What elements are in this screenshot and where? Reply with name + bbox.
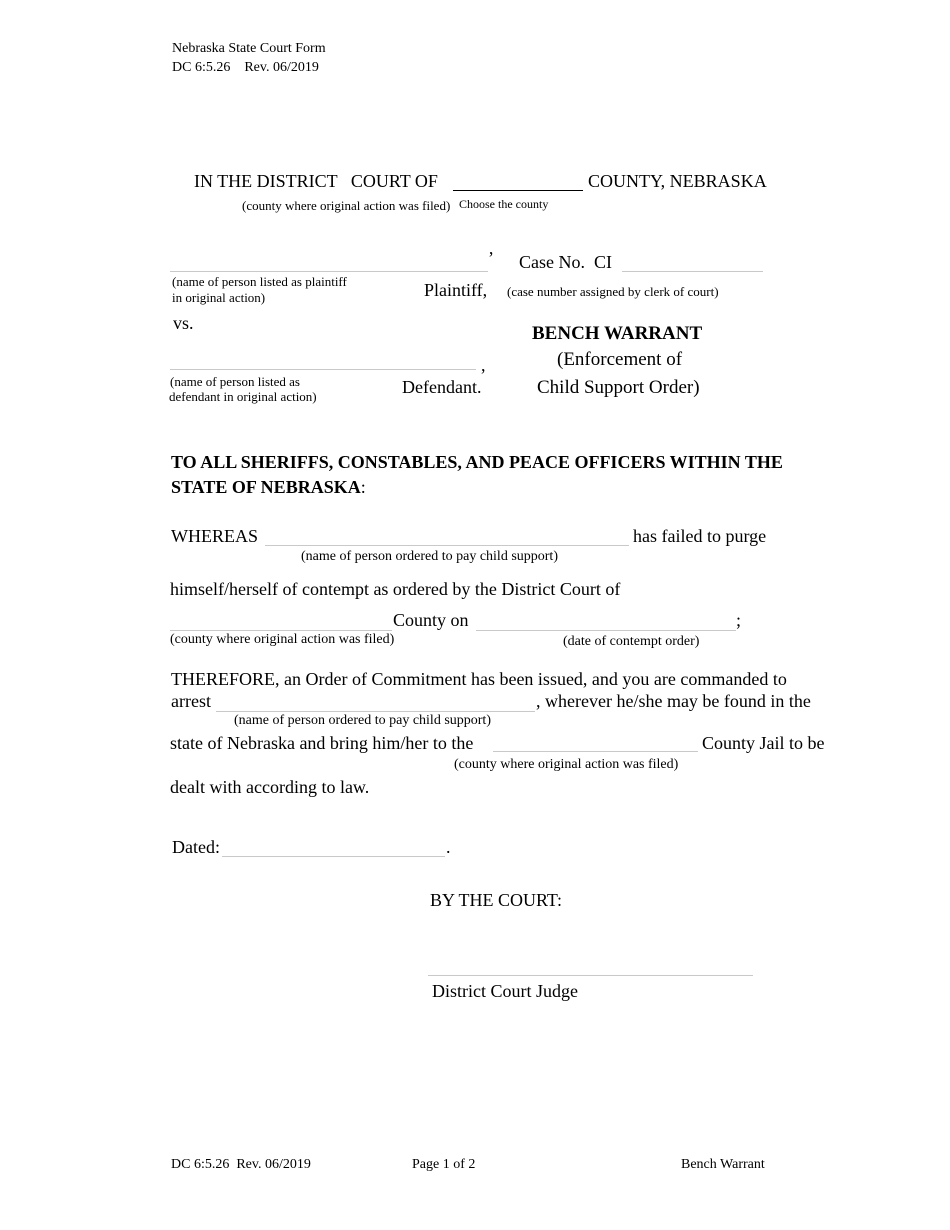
payer-hint: (name of person ordered to pay child support)	[301, 549, 558, 564]
state-line: state of Nebraska and bring him/her to the	[170, 733, 474, 753]
wherever-text: , wherever he/she may be found in the	[536, 691, 811, 711]
plaintiff-hint-line1: (name of person listed as plaintiff	[172, 274, 347, 289]
case-number-field[interactable]	[622, 257, 763, 272]
contempt-date-field[interactable]	[476, 616, 736, 631]
arrest-label: arrest	[171, 691, 211, 711]
by-the-court-label: BY THE COURT:	[430, 890, 563, 910]
contempt-date-hint: (date of contempt order)	[563, 634, 700, 649]
plaintiff-name-field[interactable]	[170, 257, 488, 272]
address-line1: TO ALL SHERIFFS, CONSTABLES, AND PEACE OFFICERS WITHIN THE	[171, 452, 783, 472]
plaintiff-label: Plaintiff,	[424, 280, 488, 300]
therefore-line: THEREFORE, an Order of Commitment has been issued, and you are commanded to	[171, 669, 787, 689]
address-line2-text: STATE OF NEBRASKA	[171, 477, 361, 497]
contempt-county-field[interactable]	[170, 616, 392, 631]
footer-doc-title: Bench Warrant	[681, 1157, 765, 1172]
plaintiff-hint-line2: in original action)	[172, 290, 266, 305]
county-on-text: County on	[393, 610, 469, 630]
case-no-hint: (case number assigned by clerk of court)	[507, 284, 719, 299]
footer-form-number: DC 6:5.26 Rev. 06/2019	[171, 1157, 311, 1172]
county-hint: (county where original action was filed)	[242, 198, 451, 213]
document-subtitle-line2: Child Support Order)	[537, 377, 700, 398]
address-colon: :	[360, 477, 366, 497]
address-line2	[171, 477, 366, 498]
header-form-number: DC 6:5.26 Rev. 06/2019	[172, 60, 319, 75]
dealt-with-text: dealt with according to law.	[170, 777, 370, 797]
plaintiff-comma: ’	[488, 248, 494, 268]
footer-page-number: Page 1 of 2	[412, 1157, 476, 1172]
case-no-label: Case No. CI	[519, 252, 612, 272]
jail-county-hint: (county where original action was filed)	[454, 757, 679, 772]
judge-signature-field[interactable]	[428, 961, 753, 976]
county-dropdown[interactable]	[453, 172, 583, 191]
defendant-hint-line2: defendant in original action)	[169, 389, 317, 404]
contempt-county-hint: (county where original action was filed)	[170, 632, 395, 647]
payer-name-field[interactable]	[265, 531, 629, 546]
defendant-name-field[interactable]	[170, 355, 476, 370]
dated-field[interactable]	[222, 842, 445, 857]
defendant-comma: ,	[481, 355, 486, 375]
whereas-label: WHEREAS	[171, 526, 258, 546]
dated-period: .	[446, 837, 451, 857]
arrest-hint: (name of person ordered to pay child support)	[234, 713, 491, 728]
versus-label: vs.	[173, 313, 194, 333]
jail-county-field[interactable]	[493, 737, 698, 752]
defendant-label: Defendant.	[402, 377, 482, 397]
document-subtitle-line1: (Enforcement of	[557, 349, 683, 370]
county-on-semicolon: ;	[736, 610, 742, 630]
court-prefix: IN THE DISTRICT COURT OF	[194, 171, 438, 191]
county-jail-text: County Jail to be	[702, 733, 825, 753]
failed-to-purge-text: has failed to purge	[633, 526, 767, 546]
defendant-hint-line1: (name of person listed as	[170, 374, 300, 389]
dated-label: Dated:	[172, 837, 220, 857]
header-form-name: Nebraska State Court Form	[172, 41, 326, 56]
contempt-line: himself/herself of contempt as ordered by the District Court of	[170, 579, 621, 599]
county-dropdown-placeholder[interactable]: Choose the county	[459, 197, 549, 211]
county-suffix: COUNTY, NEBRASKA	[588, 171, 767, 191]
document-title: BENCH WARRANT	[532, 323, 703, 344]
arrest-name-field[interactable]	[216, 697, 535, 712]
judge-title: District Court Judge	[432, 981, 578, 1001]
